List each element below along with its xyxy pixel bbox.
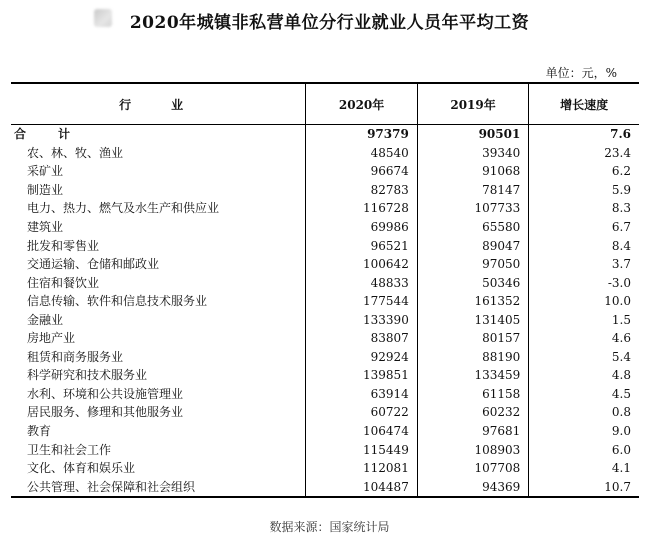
value-growth: 10.7 — [529, 477, 639, 497]
table-row — [11, 273, 639, 292]
table-row — [11, 236, 639, 255]
industry-name: 公共管理、社会保障和社会组织 — [11, 477, 306, 497]
header-2019: 2019年 — [417, 83, 528, 125]
value-growth: 3.7 — [529, 255, 639, 274]
table-row — [11, 348, 639, 367]
value-2019: 97681 — [417, 422, 528, 441]
value-2020: 100642 — [306, 255, 417, 274]
table-row — [11, 181, 639, 200]
industry-name: 科学研究和技术服务业 — [27, 368, 148, 383]
value-growth: 10.0 — [529, 292, 639, 311]
table-row — [11, 292, 639, 311]
table-header-row — [11, 83, 639, 125]
page-title — [130, 8, 529, 33]
value-2019: 88190 — [417, 348, 528, 367]
table-row — [11, 422, 639, 441]
table-row — [11, 403, 639, 422]
value-growth: 0.8 — [529, 403, 639, 422]
value-2020: 48540 — [306, 144, 417, 163]
value-2019: 161352 — [417, 292, 528, 311]
industry-name: 信息传输、软件和信息技术服务业 — [27, 294, 208, 309]
value-2020: 106474 — [306, 422, 417, 441]
header-industry: 行 业 — [11, 83, 306, 125]
table-row — [11, 162, 639, 181]
industry-name: 租赁和商务服务业 — [27, 349, 124, 364]
data-source: 数据来源：国家统计局 — [269, 520, 390, 534]
table-body — [11, 125, 639, 497]
value-growth: 6.7 — [529, 218, 639, 237]
value-2019: 107733 — [417, 199, 528, 218]
value-2020: 48833 — [306, 273, 417, 292]
value-2019: 108903 — [417, 440, 528, 459]
value-2020: 96674 — [306, 162, 417, 181]
total-2020: 97379 — [306, 125, 417, 144]
header-growth: 增长速度 — [529, 83, 639, 125]
value-2019: 60232 — [417, 403, 528, 422]
value-2020: 69986 — [306, 218, 417, 237]
value-2019: 39340 — [417, 144, 528, 163]
table-row — [11, 218, 639, 237]
value-2020: 63914 — [306, 385, 417, 404]
value-growth: 6.2 — [529, 162, 639, 181]
table-row — [11, 366, 639, 385]
value-2020: 116728 — [306, 199, 417, 218]
value-2020: 112081 — [306, 459, 417, 478]
value-growth: 23.4 — [529, 144, 639, 163]
value-2019: 94369 — [417, 477, 528, 497]
industry-name: 水利、环境和公共设施管理业 — [27, 386, 184, 401]
table-row — [11, 459, 639, 478]
value-growth: 5.9 — [529, 181, 639, 200]
value-growth: 8.4 — [529, 236, 639, 255]
industry-name: 批发和零售业 — [27, 238, 100, 253]
value-2019: 107708 — [417, 459, 528, 478]
industry-name: 制造业 — [27, 182, 64, 197]
table-row — [11, 310, 639, 329]
value-growth: 4.8 — [529, 366, 639, 385]
blurred-logo-icon — [94, 9, 112, 27]
value-growth: 8.3 — [529, 199, 639, 218]
value-2020: 92924 — [306, 348, 417, 367]
industry-name: 农、林、牧、渔业 — [27, 145, 124, 160]
industry-name: 交通运输、仓储和邮政业 — [27, 257, 160, 272]
value-2019: 97050 — [417, 255, 528, 274]
table-row — [11, 440, 639, 459]
value-2020: 115449 — [306, 440, 417, 459]
value-2020: 104487 — [306, 477, 417, 497]
industry-name: 房地产业 — [27, 331, 76, 346]
value-2020: 177544 — [306, 292, 417, 311]
industry-name: 金融业 — [27, 312, 64, 327]
industry-name: 教育 — [27, 424, 52, 439]
value-2019: 50346 — [417, 273, 528, 292]
value-growth: 1.5 — [529, 310, 639, 329]
value-2020: 139851 — [306, 366, 417, 385]
value-2019: 89047 — [417, 236, 528, 255]
value-growth: 4.5 — [529, 385, 639, 404]
value-2020: 96521 — [306, 236, 417, 255]
title-area — [0, 8, 659, 33]
value-2019: 78147 — [417, 181, 528, 200]
table-row — [11, 199, 639, 218]
wage-table — [11, 82, 639, 498]
value-growth: 9.0 — [529, 422, 639, 441]
table-row — [11, 144, 639, 163]
value-2019: 131405 — [417, 310, 528, 329]
unit-note: 单位：元，% — [545, 66, 617, 80]
value-2020: 83807 — [306, 329, 417, 348]
value-2020: 60722 — [306, 403, 417, 422]
value-2019: 133459 — [417, 366, 528, 385]
table-row — [11, 477, 639, 497]
table-row-total — [11, 125, 639, 144]
value-growth: 5.4 — [529, 348, 639, 367]
total-2019: 90501 — [417, 125, 528, 144]
value-2020: 82783 — [306, 181, 417, 200]
total-label: 合 计 — [14, 127, 81, 142]
value-2019: 65580 — [417, 218, 528, 237]
value-2019: 91068 — [417, 162, 528, 181]
industry-name: 采矿业 — [27, 164, 64, 179]
value-growth: 4.6 — [529, 329, 639, 348]
header-2020: 2020年 — [306, 83, 417, 125]
industry-name: 卫生和社会工作 — [27, 442, 112, 457]
industry-name: 文化、体育和娱乐业 — [27, 461, 136, 476]
value-2019: 80157 — [417, 329, 528, 348]
value-2019: 61158 — [417, 385, 528, 404]
industry-name: 住宿和餐饮业 — [27, 275, 100, 290]
total-growth: 7.6 — [529, 125, 639, 144]
value-growth: -3.0 — [529, 273, 639, 292]
industry-name: 电力、热力、燃气及水生产和供应业 — [27, 201, 220, 216]
industry-name: 建筑业 — [27, 220, 64, 234]
industry-name: 居民服务、修理和其他服务业 — [27, 405, 184, 420]
table-row — [11, 385, 639, 404]
table-row — [11, 255, 639, 274]
table-row — [11, 329, 639, 348]
value-2020: 133390 — [306, 310, 417, 329]
value-growth: 4.1 — [529, 459, 639, 478]
value-growth: 6.0 — [529, 440, 639, 459]
title-text: 2020年城镇非私营单位分行业就业人员年平均工资 — [129, 13, 530, 33]
